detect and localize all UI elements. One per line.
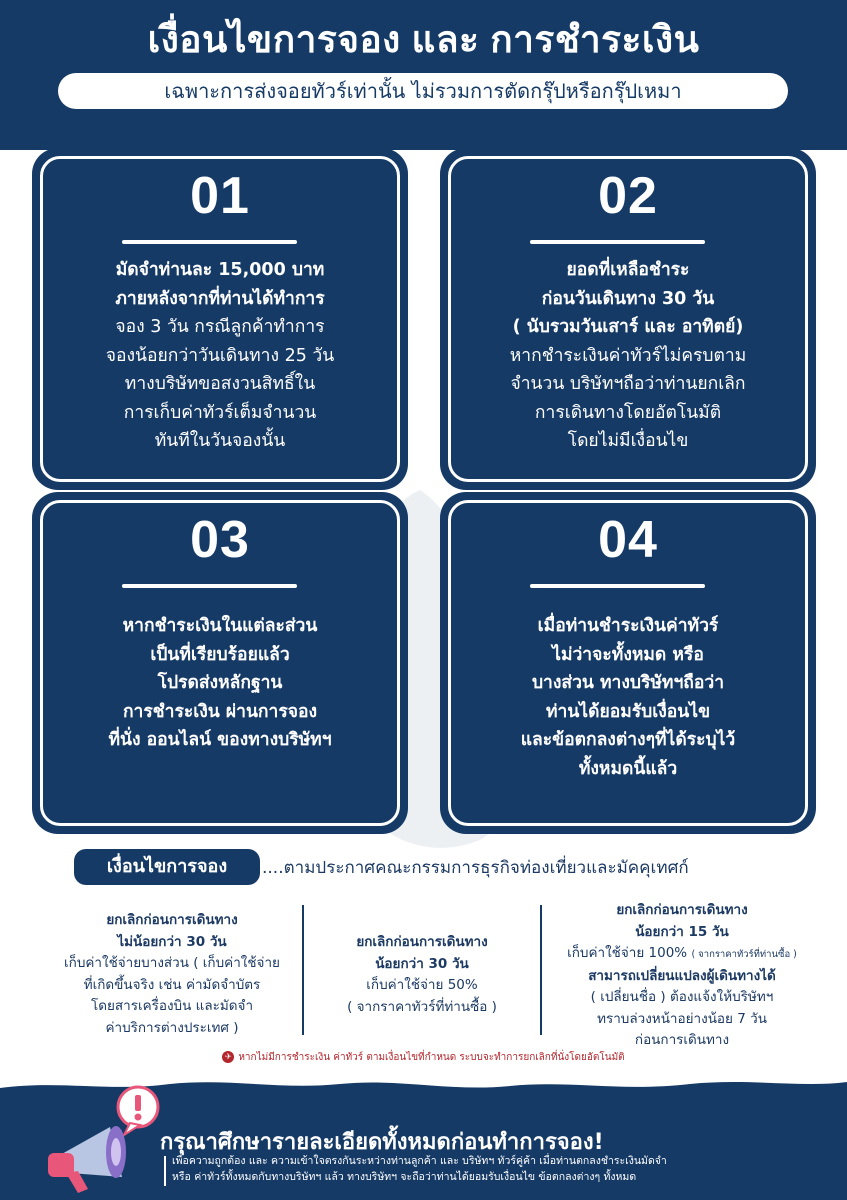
booking-conditions-label: เงื่อนไขการจอง [74,849,260,885]
col3-heading: ยกเลิกก่อนการเดินทาง [616,902,748,918]
auto-cancel-note [0,1050,847,1065]
card-01-line: การเก็บค่าทัวร์เต็มจำนวน [123,402,317,423]
column-divider [540,905,542,1035]
card-01-number: 01 [190,167,250,225]
col2-line: เก็บค่าใช้จ่าย 50% [366,977,478,993]
card-01-line: ภายหลังจากที่ท่านได้ทำการ [115,288,325,309]
subtitle-pill: เฉพาะการส่งจอยทัวร์เท่านั้น ไม่รวมการตัดกรุ๊ปหรือกรุ๊ปเหมา [58,73,788,109]
card-02-line: ก่อนวันเดินทาง 30 วัน [541,288,715,309]
card-03-line: การชำระเงิน ผ่านการจอง [122,701,318,722]
col1-line: เก็บค่าใช้จ่ายบางส่วน ( เก็บค่าใช้จ่าย [64,955,280,971]
card-01-divider [122,240,297,244]
card-02-line: การเดินทางโดยอัตโนมัติ [534,402,722,423]
card-03-line: ที่นั่ง ออนไลน์ ของทางบริษัทฯ [108,730,332,750]
card-04-line: เมื่อท่านชำระเงินค่าทัวร์ [537,616,719,636]
footer-text [172,1153,834,1185]
card-04-line: ไม่ว่าจะทั้งหมด หรือ [552,644,704,665]
card-02-number: 02 [598,167,658,225]
card-01-line: จองน้อยกว่าวันเดินทาง 25 วัน [105,345,335,366]
megaphone-icon [40,1085,170,1195]
col3-line: ทราบล่วงหน้าอย่างน้อย 7 วัน [597,1010,767,1027]
col3-subheading: น้อยกว่า 15 วัน [635,923,729,940]
page-title: เงื่อนไขการจอง และ การชำระเงิน [147,19,700,60]
col2-line: ( จากราคาทัวร์ที่ท่านซื้อ ) [347,998,497,1015]
card-04-line: ทั้งหมดนี้แล้ว [578,758,678,779]
col3-line: ก่อนการเดินทาง [634,1032,730,1048]
card-02 [440,148,816,490]
col3-fee-note: ( จากราคาทัวร์ที่ท่านซื้อ ) [691,949,797,960]
card-02-line: จำนวน บริษัทฯถือว่าท่านยกเลิก [510,374,746,394]
card-04-divider [530,584,705,588]
announcement-text: ....ตามประกาศคณะกรรมการธุรกิจท่องเที่ยวและมัคคุเทศก์ [262,858,689,878]
card-03-divider [122,584,297,588]
col2-heading: ยกเลิกก่อนการเดินทาง [356,934,488,950]
col3-change-heading: สามารถเปลี่ยนแปลงผู้เดินทางได้ [588,967,776,984]
col3-fee-line [548,943,816,966]
card-03 [32,492,408,834]
card-03-body [50,612,390,755]
card-04-body [458,612,798,783]
column-divider [302,905,304,1035]
card-04-number: 04 [598,511,658,569]
col2-subheading: น้อยกว่า 30 วัน [375,955,469,972]
col1-subheading: ไม่น้อยกว่า 30 วัน [117,933,227,950]
card-02-line: ( นับรวมวันเสาร์ และ อาทิตย์) [512,317,744,337]
cancel-column-under-15 [548,900,816,1052]
col1-line: โดยสารเครื่องบิน และมัดจำ [90,998,254,1014]
card-04-line: บางส่วน ทางบริษัทฯถือว่า [531,673,725,693]
card-01-body [50,256,390,456]
card-03-line: หากชำระเงินในแต่ละส่วน [122,616,318,636]
card-01-line: มัดจำท่านละ 15,000 บาท [115,260,325,280]
card-01-line: จอง 3 วัน กรณีลูกค้าทำการ [115,317,325,337]
card-04 [440,492,816,834]
col3-line: ( เปลี่ยนชื่อ ) ต้องแจ้งให้บริษัทฯ [590,989,774,1005]
footer-line: เพื่อความถูกต้อง และ ความเข้าใจตรงกันระหว่างท่านลูกค้า และ บริษัทฯ ทัวร์คู่ค้า เมื่อท่านตกลงชำระเงินมัดจำ [172,1155,667,1167]
card-02-line: โดยไม่มีเงื่อนไข [567,431,689,451]
footer-title: กรุณาศึกษารายละเอียดทั้งหมดก่อนทำการจอง! [160,1130,604,1155]
col1-line: ที่เกิดขึ้นจริง เช่น ค่ามัดจำบัตร [83,976,261,993]
card-04-line: และข้อตกลงต่างๆที่ได้ระบุไว้ [520,730,736,750]
card-03-line: โปรดส่งหลักฐาน [157,673,283,693]
card-02-divider [530,240,705,244]
col1-line: ค่าบริการต่างประเทศ ) [105,1019,239,1036]
card-02-line: หากชำระเงินค่าทัวร์ไม่ครบตาม [509,345,747,366]
footer-line: หรือ ค่าทัวร์ทั้งหมดกับทางบริษัทฯ แล้ว ทางบริษัทฯ จะถือว่าท่านได้ยอมรับเงื่อนไข ข้อตกลงต่างๆ ทั้งหมด [172,1171,637,1183]
card-01-line: ทันทีในวันจองนั้น [154,431,286,451]
card-01-line: ทางบริษัทขอสงวนสิทธิ์ใน [124,374,316,394]
warning-circle-icon: ✈ [222,1051,234,1063]
footer-accent-bar [164,1156,166,1186]
col3-fee: เก็บค่าใช้จ่าย 100% [567,945,688,961]
card-03-number: 03 [190,511,250,569]
card-03-line: เป็นที่เรียบร้อยแล้ว [150,644,290,665]
card-02-line: ยอดที่เหลือชำระ [566,260,690,280]
card-04-line: ท่านได้ยอมรับเงื่อนไข [545,701,711,722]
card-02-body [458,256,798,456]
cancel-column-under-30 [312,932,532,1018]
auto-cancel-note-text: หากไม่มีการชำระเงิน ค่าทัวร์ ตามเงื่อนไขที่กำหนด ระบบจะทำการยกเลิกที่นั่งโดยอัตโนมัติ [238,1052,625,1063]
cancel-column-30-plus [52,910,292,1039]
card-01 [32,148,408,490]
col1-heading: ยกเลิกก่อนการเดินทาง [106,912,238,928]
